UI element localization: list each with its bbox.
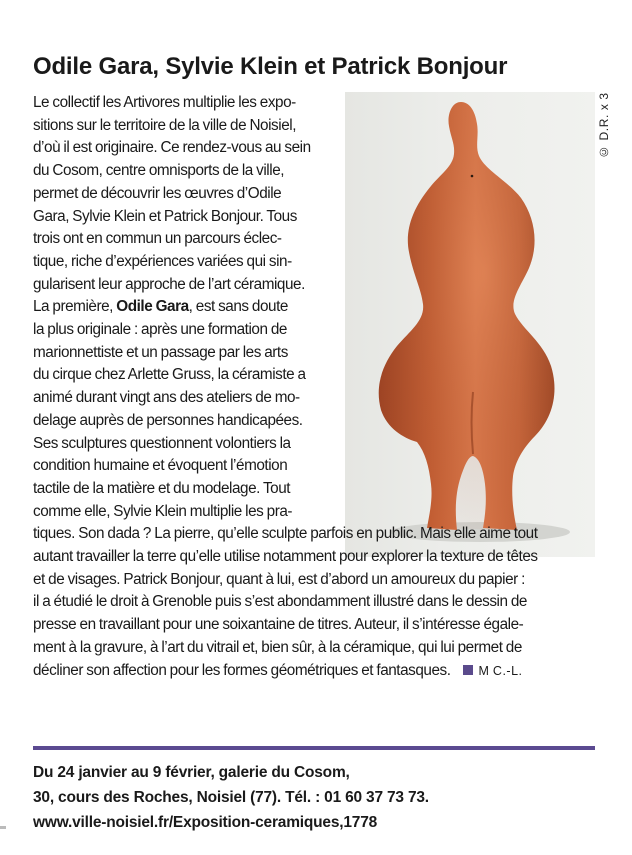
body-line: ment à la gravure, à l’art du vitrail et, bien sûr, à la céramique, qui lui permet de bbox=[33, 638, 522, 656]
body-line: du Cosom, centre omnisports de la ville, bbox=[33, 162, 285, 180]
body-line: et de visages. Patrick Bonjour, quant à lui, est d’abord un amoureux du papier : bbox=[33, 570, 525, 588]
exhibition-address: 30, cours des Roches, Noisiel (77). Tél. : 01 60 37 73 73. bbox=[33, 789, 429, 806]
artist-name-bold: Odile Gara bbox=[116, 298, 189, 316]
body-line: Gara, Sylvie Klein et Patrick Bonjour. Tous bbox=[33, 207, 297, 225]
body-line: autant travailler la terre qu’elle utilise notamment pour explorer la texture de têtes bbox=[33, 548, 538, 566]
article-title: Odile Gara, Sylvie Klein et Patrick Bonjour bbox=[33, 53, 508, 80]
body-line: animé durant vingt ans des ateliers de mo- bbox=[33, 389, 300, 407]
body-line: la plus originale : après une formation de bbox=[33, 321, 287, 339]
body-line: du cirque chez Arlette Gruss, la céramiste a bbox=[33, 366, 306, 384]
body-line-last bbox=[33, 660, 595, 683]
body-text-segment: décliner son affection pour les formes géométriques et fantasques. bbox=[33, 661, 451, 679]
body-line: marionnettiste et un passage par les arts bbox=[33, 343, 288, 361]
body-line: delage auprès de personnes handicapées. bbox=[33, 411, 303, 429]
body-line: il a étudié le droit à Grenoble puis s’est abondamment illustré dans le dessin de bbox=[33, 593, 527, 611]
square-bullet-icon bbox=[463, 665, 473, 675]
body-line: Ses sculptures questionnent volontiers la bbox=[33, 434, 291, 452]
photo-credit: © D.R. x 3 bbox=[597, 92, 611, 159]
body-line: permet de découvrir les œuvres d’Odile bbox=[33, 184, 282, 202]
page-edge-mark bbox=[0, 826, 6, 829]
body-line: trois ont en commun un parcours éclec- bbox=[33, 230, 282, 248]
body-line: condition humaine et évoquent l’émotion bbox=[33, 457, 288, 475]
body-line: Le collectif les Artivores multiplie les expo- bbox=[33, 94, 296, 111]
body-line: tactile de la matière et du modelage. Tout bbox=[33, 479, 291, 497]
body-line: tiques. Son dada ? La pierre, qu’elle sculpte parfois en public. Mais elle aime tout bbox=[33, 525, 538, 543]
body-line: sitions sur le territoire de la ville de Noisiel, bbox=[33, 116, 297, 134]
exhibition-info bbox=[33, 760, 595, 835]
body-line: comme elle, Sylvie Klein multiplie les pra- bbox=[33, 502, 293, 520]
body-text-segment: La première, bbox=[33, 298, 117, 316]
body-line bbox=[33, 296, 595, 319]
body-line: gularisent leur approche de l’art céramique. bbox=[33, 275, 305, 293]
body-line: tique, riche d’expériences variées qui sin- bbox=[33, 252, 292, 270]
body-line: presse en travaillant pour une soixantaine de titres. Auteur, il s’intéresse égale- bbox=[33, 616, 524, 634]
article-body bbox=[33, 92, 595, 682]
section-divider bbox=[33, 746, 595, 750]
exhibition-url[interactable]: www.ville-noisiel.fr/Exposition-ceramiques,1778 bbox=[33, 814, 378, 831]
exhibition-dates: Du 24 janvier au 9 février, galerie du Cosom, bbox=[33, 764, 350, 781]
author-signature: M C.-L. bbox=[478, 663, 523, 678]
body-text-segment: , est sans doute bbox=[188, 298, 288, 316]
body-line: d’où il est originaire. Ce rendez-vous au sein bbox=[33, 139, 311, 157]
